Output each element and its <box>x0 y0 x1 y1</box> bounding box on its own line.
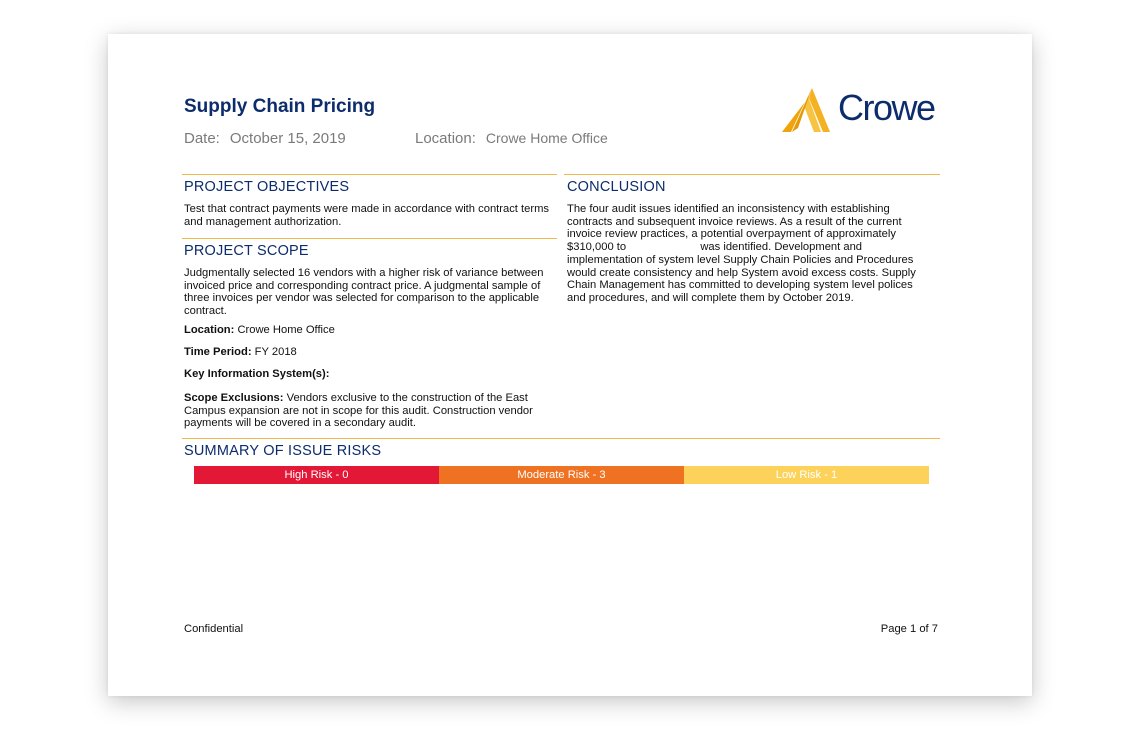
crowe-chevron-icon <box>778 84 838 134</box>
scope-location-value: Crowe Home Office <box>237 324 335 336</box>
time-period-label: Time Period: <box>184 346 252 358</box>
scope-location-label: Location: <box>184 324 235 336</box>
divider-risks <box>182 438 940 439</box>
key-systems-label: Key Information System(s): <box>184 368 330 380</box>
scope-key-systems <box>184 368 554 381</box>
date-value: October 15, 2019 <box>229 130 346 147</box>
scope-heading: PROJECT SCOPE <box>184 243 309 259</box>
risk-summary-bar <box>194 466 929 484</box>
low-risk-segment: Low Risk - 1 <box>684 466 929 484</box>
scope-time-period <box>184 346 554 359</box>
footer-page-number: Page 1 of 7 <box>880 623 938 635</box>
crowe-logo <box>778 84 948 136</box>
conclusion-heading: CONCLUSION <box>567 179 666 195</box>
moderate-risk-segment: Moderate Risk - 3 <box>439 466 684 484</box>
location-value: Crowe Home Office <box>485 130 608 146</box>
divider-objectives <box>182 174 557 175</box>
risks-heading: SUMMARY OF ISSUE RISKS <box>184 443 382 459</box>
conclusion-text-before: The four audit issues identified an inconsistency with establishing contracts and subsequent invoice reviews. As a result of the current invoice review practices, a potential overpayment of approximately $310,000 to <box>567 203 902 254</box>
exclusions-label: Scope Exclusions: <box>184 392 284 404</box>
high-risk-segment: High Risk - 0 <box>194 466 439 484</box>
logo-text: Crowe <box>838 87 935 128</box>
date-label: Date: <box>184 130 220 147</box>
conclusion-text-after: was identified. Development and implementation of system level Supply Chain Policies and Procedures would create consistency and help System avoid excess costs. Supply Chain Management has committed to developing system level polices and procedures, and will complete them by October 2019. <box>567 241 916 304</box>
report-page <box>108 34 1032 696</box>
report-title: Supply Chain Pricing <box>184 96 376 117</box>
scope-text: Judgmentally selected 16 vendors with a higher risk of variance between invoiced price and corresponding contract price. A judgmental sample of three invoices per vendor was selected for comparison to the applicable contract. <box>184 267 544 318</box>
time-period-value: FY 2018 <box>254 346 297 358</box>
objectives-text: Test that contract payments were made in accordance with contract terms and management authorization. <box>184 203 549 228</box>
report-location <box>415 130 608 147</box>
exclusions-text: Vendors exclusive to the construction of the East Campus expansion are not in scope for this audit. Construction vendor payments will be covered in a secondary audit. <box>184 392 533 430</box>
conclusion-text <box>567 203 927 305</box>
divider-scope <box>182 238 557 239</box>
scope-exclusions <box>184 392 554 430</box>
divider-conclusion <box>564 174 940 175</box>
report-date <box>184 130 346 147</box>
scope-location <box>184 324 554 337</box>
footer-confidential: Confidential <box>184 623 244 635</box>
objectives-heading: PROJECT OBJECTIVES <box>184 179 350 195</box>
location-label: Location: <box>415 130 476 147</box>
